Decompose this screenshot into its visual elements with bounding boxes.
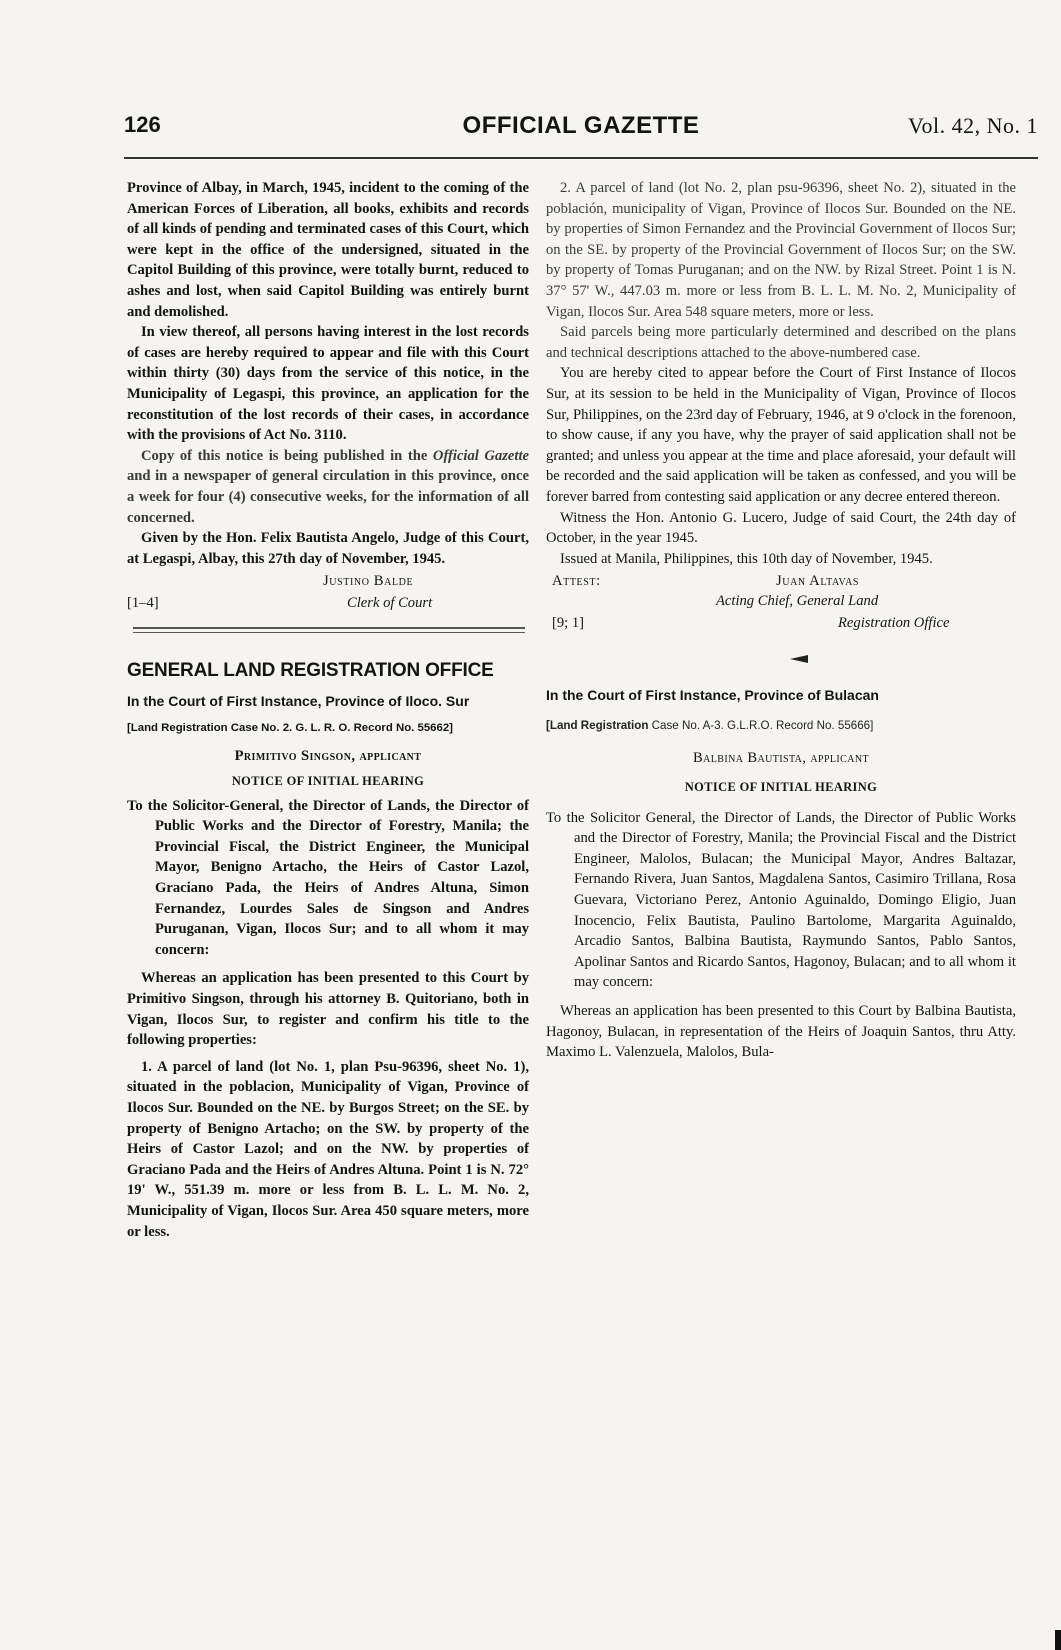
case-record: [Land Registration Case No. 2. G. L. R. O. Record No. 55662] <box>127 721 453 734</box>
signer-title: Clerk of Court <box>347 595 433 612</box>
witness-paragraph: Witness the Hon. Antonio G. Lucero, Judge of said Court, the 24th day of October, in the year 1945. <box>546 509 1016 547</box>
attest-label: Attest: <box>552 573 601 590</box>
notice-title: NOTICE OF INITIAL HEARING <box>231 774 425 789</box>
applicant-line: Balbina Bautista, applicant <box>693 750 869 767</box>
said-parcels-paragraph: Said parcels being more particularly determined and described on the plans and technical descriptions attached to the above-numbered case. <box>546 324 1016 361</box>
issued-paragraph: Issued at Manila, Philippines, this 10th day of November, 1945. <box>560 550 933 567</box>
header-rule <box>124 157 1038 159</box>
official-gazette-italic: Official Gazette <box>432 447 529 464</box>
notice-paragraph: In view thereof, all persons having interest in the lost records of cases are hereby required to appear and file with this Court within thirty (30) days from the service of this notice, in the Municipality of Legaspi, this province, an application for the reconstitution of the lost records of their cases, in accordance with the provisions of Act No. 3110. <box>127 324 529 444</box>
notice-title: NOTICE OF INITIAL HEARING <box>684 780 878 795</box>
parcel-description: 2. A parcel of land (lot No. 2, plan psu-96396, sheet No. 2), situated in the población, municipality of Vigan, Province of Ilocos Sur. Bounded on the NE. by properties of Simon Fernandez and the Provincial Government of Ilocos Sur; on the SE. by property of the Provincial Government of Ilocos Sur; on the SW. by property of Tomas Puruganan; and on the NW. by Rizal Street. Point 1 is N. 37° 57' W., 447.03 m. more or less from B. L. L. M. No. 2, Municipality of Vigan, Ilocos Sur. Area 548 square meters, more or less. <box>546 180 1016 320</box>
section-heading: GENERAL LAND REGISTRATION OFFICE <box>127 660 494 682</box>
citation-paragraph: You are hereby cited to appear before the Court of First Instance of Ilocos Sur, at its session to be held in the Municipality of Vigan, Province of Ilocos Sur, Philippines, on the 23rd day of February, 1946, at 9 o'clock in the forenoon, to show cause, if any you have, why the prayer of said application shall not be granted; and unless you appear at the time and place aforesaid, your default will be recorded and the said application will be taken as confessed, and you will be forever barred from contesting said application or any decree entered thereon. <box>546 365 1016 505</box>
case-record: [Land Registration Case No. A-3. G.L.R.O. Record No. 55666] <box>546 718 874 732</box>
page-edge-mark <box>1055 1630 1061 1650</box>
right-column <box>546 178 1016 1063</box>
addressees-paragraph: To the Solicitor General, the Director of Lands, the Director of Public Works and the Director of Forestry, Manila; the Provincial Fiscal and the District Engineer, Malolos, Bulacan; the Municipal Mayor, Andres Baltazar, Fernando Rivera, Juan Santos, Magdalena Santos, Casimiro Trillana, Rosa Guevara, Victoriano Perez, Antonio Aguinaldo, Domingo Eligio, Juan Inocencio, Felix Bautista, Paulino Bartolome, Margarita Aguinaldo, Arcadio Santos, Balbina Bautista, Raymundo Santos, Pablo Santos, Apolinar Santos and Ricardo Santos, Hagonoy, Bulacan; and to all whom it may concern: <box>546 809 1016 991</box>
notice-paragraph: Province of Albay, in March, 1945, incident to the coming of the American Forces of Liberation, all books, exhibits and records of all kinds of pending and terminated cases of this Court, which were kept in the office of the undersigned, situated in the Capitol Building of this province, were totally burnt, reduced to ashes and lost, when said Capitol Building was entirely burnt and demolished. <box>127 180 529 320</box>
court-heading: In the Court of First Instance, Province of Iloco. Sur <box>127 693 470 710</box>
attest-name: Juan Altavas <box>776 573 860 590</box>
whereas-paragraph: Whereas an application has been presented to this Court by Balbina Bautista, Hagonoy, Bulacan, in representation of the Heirs of Joaquin Santos, thru Atty. Maximo L. Valenzuela, Malolos, Bula- <box>546 1003 1016 1061</box>
separator-ornament-icon <box>790 655 808 663</box>
publication-ref: [9; 1] <box>552 615 585 632</box>
attest-title-office: Registration Office <box>838 615 950 632</box>
attest-title: Acting Chief, General Land <box>716 593 879 610</box>
applicant-line: Primitivo Singson, applicant <box>234 748 422 765</box>
left-column <box>127 178 529 1242</box>
addressees-paragraph: To the Solicitor-General, the Director of Lands, the Director of Public Works and the Director of Forestry, Manila; the Provincial Fiscal, the District Engineer, the Municipal Mayor, Benigno Artacho, the Heirs of Castor Lazol, Graciano Pada, the Heirs of Andres Altuna, Simon Fernandez, Lourdes Sales de Singson and Andres Puruganan, Vigan, Ilocos Sur; and to all whom it may concern: <box>127 797 529 958</box>
attest-block <box>546 571 1016 637</box>
publication-title: OFFICIAL GAZETTE <box>462 112 700 139</box>
signature-block <box>127 571 529 619</box>
court-heading: In the Court of First Instance, Province of Bulacan <box>546 687 879 704</box>
section-divider <box>133 627 525 633</box>
publication-paragraph: Copy of this notice is being published in the Official Gazette and in a newspaper of general circulation in this province, once a week for four (4) consecutive weeks, for the information of all concerned. <box>127 447 529 526</box>
volume-number: Vol. 42, No. 1 <box>907 113 1038 138</box>
given-paragraph: Given by the Hon. Felix Bautista Angelo, Judge of this Court, at Legaspi, Albay, this 27th day of November, 1945. <box>127 530 529 567</box>
publication-ref: [1–4] <box>127 595 159 612</box>
parcel-description: 1. A parcel of land (lot No. 1, plan Psu-96396, sheet No. 1), situated in the poblacion, Municipality of Vigan, Province of Ilocos Sur. Bounded on the NE. by Burgos Street; on the SE. by property of Benigno Artacho; on the SW. by property of the Heirs of Castor Lazol; and on the NW. by properties of Graciano Pada and the Heirs of Andres Altuna. Point 1 is N. 72° 19' W., 551.39 m. more or less from B. L. L. M. No. 2, Municipality of Vigan, Ilocos Sur. Area 450 square meters, more or less. <box>127 1058 529 1240</box>
page-header <box>124 112 1038 152</box>
whereas-paragraph: Whereas an application has been presented to this Court by Primitivo Singson, through his attorney B. Quitoriano, both in Vigan, Ilocos Sur, to register and confirm his title to the following properties: <box>127 970 529 1049</box>
signer-name: Justino Balde <box>323 573 414 590</box>
page-number: 126 <box>124 112 161 137</box>
